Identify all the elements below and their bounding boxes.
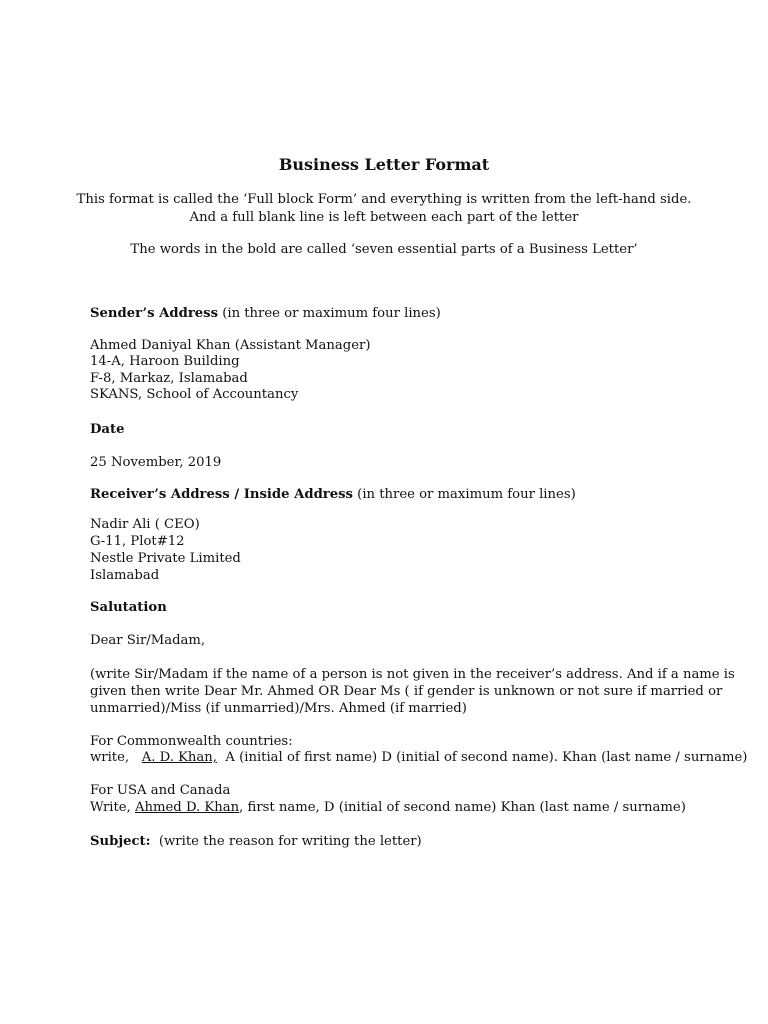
salutation-example: Dear Sir/Madam,	[90, 633, 206, 648]
sender-heading-line	[90, 305, 441, 322]
receiver-line-1: Nadir Ali ( CEO)	[90, 517, 200, 532]
date-heading: Date	[90, 422, 125, 437]
intro-line-2: And a full blank line is left between each part of the letter	[189, 210, 579, 225]
usa-prefix: Write,	[90, 800, 135, 815]
receiver-line-3: Nestle Private Limited	[90, 551, 241, 566]
receiver-line-2: G-11, Plot#12	[90, 534, 185, 549]
receiver-line-4: Islamabad	[90, 568, 160, 583]
document-title: Business Letter Format	[278, 155, 490, 174]
commonwealth-prefix: write,	[90, 750, 142, 765]
usa-label: For USA and Canada	[90, 783, 231, 798]
receiver-heading-line	[90, 486, 576, 503]
salutation-explanation-3: unmarried)/Miss (if unmarried)/Mrs. Ahmed (if married)	[90, 701, 467, 716]
salutation-explanation-1: (write Sir/Madam if the name of a person is not given in the receiver’s address. And if a name is	[90, 667, 735, 682]
subject-line	[90, 833, 422, 850]
commonwealth-rest: A (initial of first name) D (initial of second name). Khan (last name / surname)	[216, 750, 748, 765]
commonwealth-label: For Commonwealth countries:	[90, 734, 293, 749]
subject-heading: Subject:	[90, 834, 151, 849]
commonwealth-example	[90, 749, 747, 766]
receiver-note: (in three or maximum four lines)	[352, 487, 576, 502]
sender-heading: Sender’s Address	[90, 306, 219, 321]
intro-line-3: The words in the bold are called ‘seven essential parts of a Business Letter’	[130, 242, 638, 257]
intro-line-1: This format is called the ‘Full block Form’ and everything is written from the left-hand side.	[76, 192, 692, 207]
sender-line-4: SKANS, School of Accountancy	[90, 387, 299, 402]
sender-line-3: F-8, Markaz, Islamabad	[90, 371, 248, 386]
receiver-heading: Receiver’s Address / Inside Address	[90, 487, 353, 502]
salutation-heading: Salutation	[90, 600, 167, 615]
commonwealth-name: A. D. Khan,	[141, 750, 217, 765]
sender-line-1: Ahmed Daniyal Khan (Assistant Manager)	[90, 338, 371, 353]
usa-example	[90, 799, 686, 816]
date-value: 25 November, 2019	[90, 455, 222, 470]
salutation-explanation-2: given then write Dear Mr. Ahmed OR Dear Ms ( if gender is unknown or not sure if married or	[90, 684, 723, 699]
usa-rest: , first name, D (initial of second name) Khan (last name / surname)	[239, 800, 686, 815]
sender-note: (in three or maximum four lines)	[218, 306, 441, 321]
usa-name: Ahmed D. Khan	[134, 800, 240, 815]
sender-line-2: 14-A, Haroon Building	[90, 354, 240, 369]
subject-note: (write the reason for writing the letter)	[150, 834, 422, 849]
